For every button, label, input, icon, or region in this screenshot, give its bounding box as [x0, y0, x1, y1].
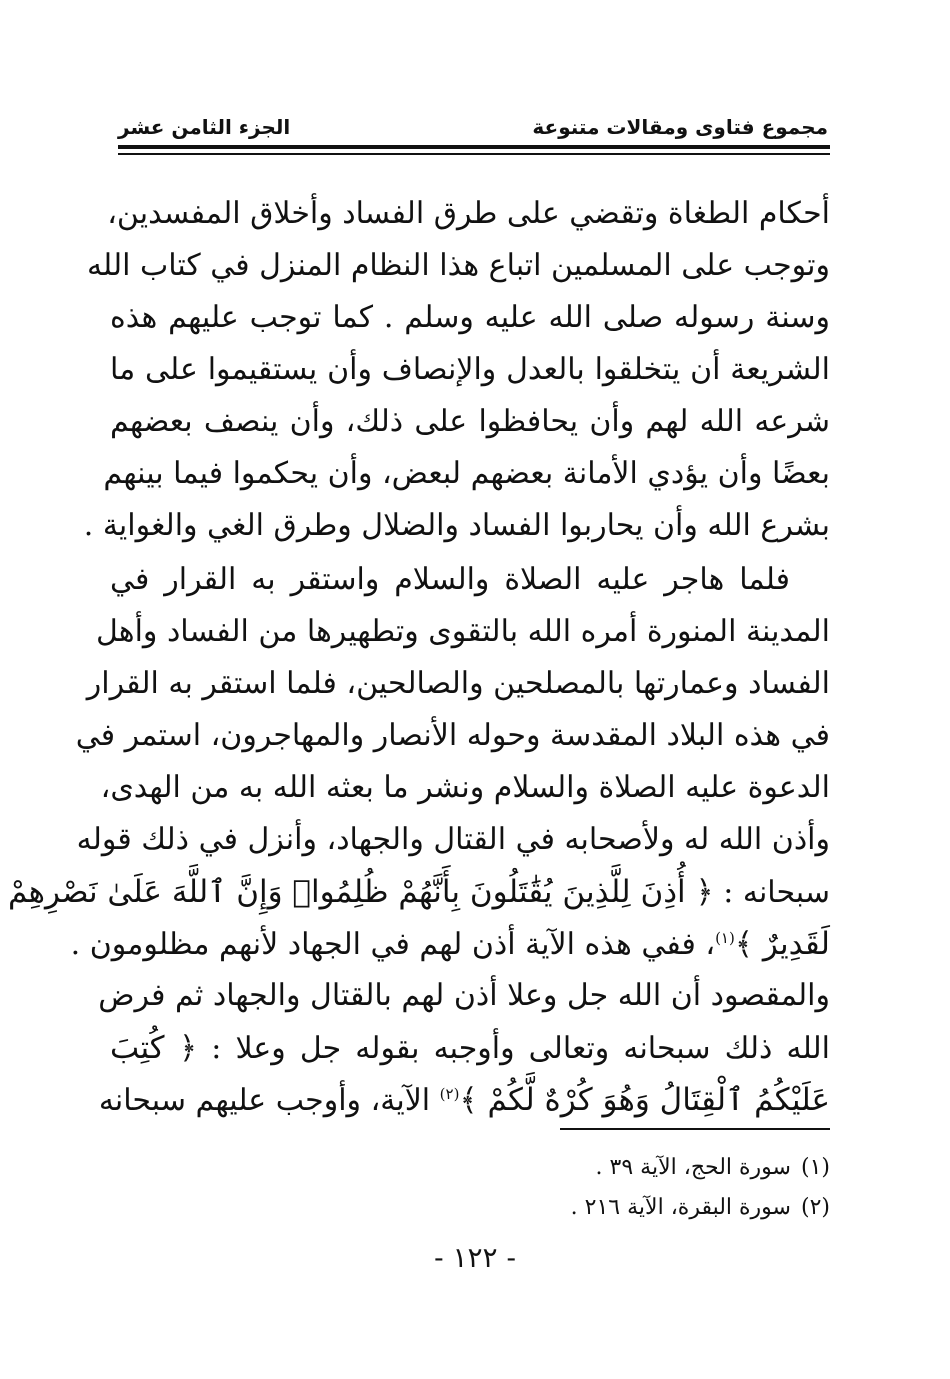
text-fragment: الله ذلك سبحانه وتعالى وأوجبه بقوله جل وعلا :	[197, 1031, 830, 1066]
text-line: بشرع الله وأن يحاربوا الفساد والضلال وطرق الغي والغواية .	[83, 508, 830, 543]
text-line	[98, 1074, 830, 1126]
footnote-number: (٢)	[800, 1195, 830, 1220]
quran-verse: عَلَيْكُمُ ٱلْقِتَالُ وَهُوَ كُرْهٌ لَّكُمْ ﴾	[459, 1082, 830, 1118]
book-title: مجموع فتاوى ومقالات متنوعة	[532, 115, 828, 139]
footnote-separator	[560, 1128, 830, 1130]
text-fragment: الآية، وأوجب عليهم سبحانه	[98, 1083, 440, 1118]
text-line: الفساد وعمارتها بالمصلحين والصالحين، فلما استقر به القرار	[86, 666, 830, 701]
text-line: وأذن الله له ولأصحابه في القتال والجهاد، وأنزل في ذلك قوله	[76, 822, 830, 857]
text-fragment: سبحانه :	[713, 875, 830, 910]
footnote-text: سورة البقرة، الآية ٢١٦ .	[570, 1195, 791, 1220]
text-line: بعضًا وأن يؤدي الأمانة بعضهم لبعض، وأن يحكموا فيما بينهم	[103, 456, 830, 491]
text-line: وسنة رسوله صلى الله عليه وسلم . كما توجب عليهم هذه	[110, 300, 830, 335]
text-line	[110, 1022, 830, 1074]
text-line: المدينة المنورة أمره الله بالتقوى وتطهيرها من الفساد وأهل	[96, 614, 830, 649]
running-header	[118, 112, 828, 142]
text-line: أحكام الطغاة وتقضي على طرق الفساد وأخلاق المفسدين،	[107, 196, 830, 231]
footnote-text: سورة الحج، الآية ٣٩ .	[595, 1155, 791, 1180]
text-line: الدعوة عليه الصلاة والسلام ونشر ما بعثه الله به من الهدى،	[100, 770, 830, 805]
main-text	[7, 188, 830, 1126]
text-line	[70, 918, 830, 970]
text-line: والمقصود أن الله جل وعلا أذن لهم بالقتال والجهاد ثم فرض	[98, 978, 830, 1013]
header-rule-thin	[118, 153, 830, 155]
footnote-ref: (١)	[715, 929, 735, 947]
footnote-ref: (٢)	[439, 1085, 460, 1103]
text-line: الشريعة أن يتخلقوا بالعدل والإنصاف وأن يستقيموا على ما	[110, 352, 830, 387]
volume-label: الجزء الثامن عشر	[118, 115, 291, 139]
footnote-number: (١)	[800, 1155, 830, 1180]
footnotes	[130, 1148, 830, 1228]
footnote	[130, 1148, 830, 1188]
header-rule-thick	[118, 145, 830, 149]
page-number: - ١٢٢ -	[434, 1241, 516, 1274]
text-line: فلما هاجر عليه الصلاة والسلام واستقر به القرار في	[110, 562, 790, 597]
quran-verse: ﴿ أُذِنَ لِلَّذِينَ يُقَٰتَلُونَ بِأَنَّهُمْ ظُلِمُوا۟ وَإِنَّ ٱللَّهَ عَلَىٰ نَصْرِهِمْ	[7, 874, 714, 910]
text-line	[7, 866, 830, 918]
footnote	[130, 1188, 830, 1228]
text-line: في هذه البلاد المقدسة وحوله الأنصار والمهاجرون، استمر في	[75, 718, 830, 753]
quran-verse: لَقَدِيرٌ ﴾	[734, 926, 830, 962]
text-line: وتوجب على المسلمين اتباع هذا النظام المنزل في كتاب الله	[86, 248, 830, 283]
quran-verse: ﴿ كُتِبَ	[110, 1030, 198, 1066]
text-fragment: ، ففي هذه الآية أذن لهم في الجهاد لأنهم مظلومون .	[70, 927, 716, 962]
text-line: شرعه الله لهم وأن يحافظوا على ذلك، وأن ينصف بعضهم	[110, 404, 830, 439]
